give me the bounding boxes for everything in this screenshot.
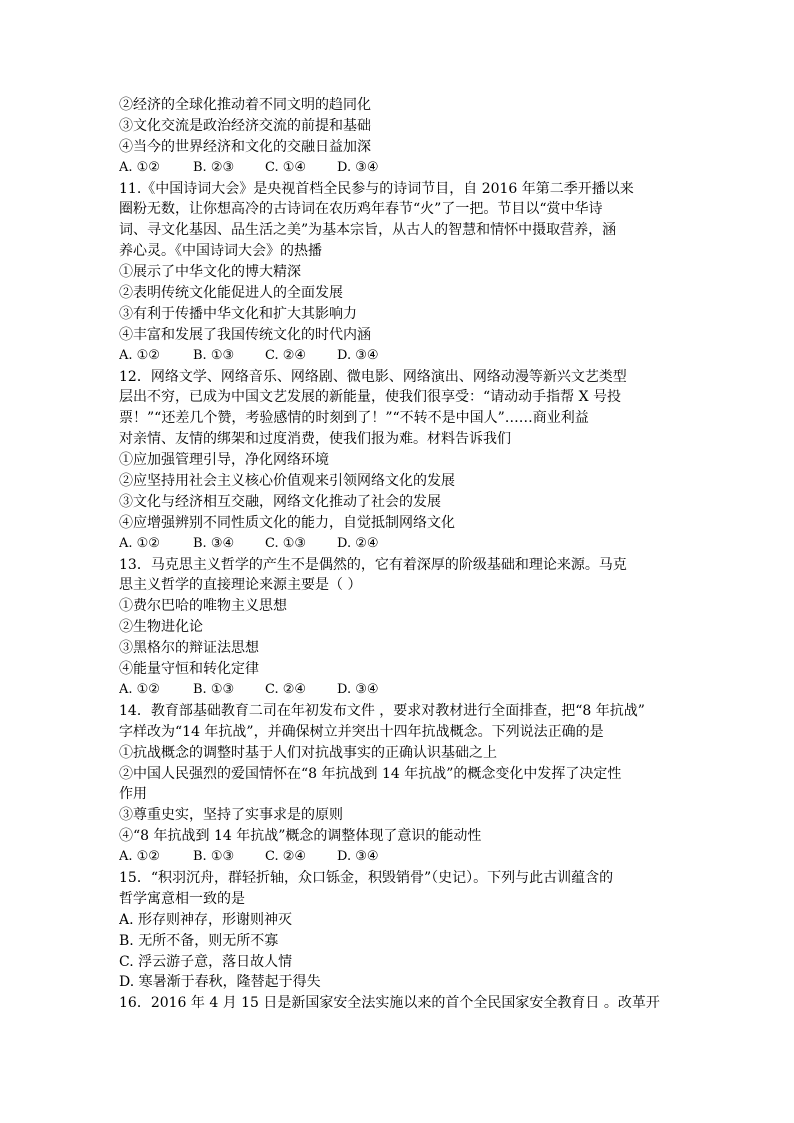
option-text: ①应加强管理引导，净化网络环境	[119, 452, 329, 469]
question-16	[119, 993, 679, 1014]
option-text: ③黑格尔的辩证法思想	[119, 640, 259, 657]
answer-choices	[119, 847, 679, 868]
option-text: ③文化与经济相互交融，网络文化推动了社会的发展	[119, 493, 441, 510]
question-stem: 哲学寓意相一致的是	[119, 890, 245, 907]
option-text: ④应增强辨别不同性质文化的能力，自觉抵制网络文化	[119, 514, 455, 531]
choice-d: D. ②④	[337, 535, 379, 551]
option-text: ③文化交流是政治经济交流的前提和基础	[119, 117, 371, 134]
option-text: ①抗战概念的调整时基于人们对抗战事实的正确认识基础之上	[119, 744, 497, 761]
question-15	[119, 868, 679, 993]
question-stem: 15．“积羽沉舟，群轻折轴，众口铄金，积毁销骨”（史记）。下列与此古训蕴含的	[119, 869, 614, 886]
option-text: ②中国人民强烈的爱国情怀在“8 年抗战到 14 年抗战”的概念变化中发挥了决定性	[119, 765, 622, 782]
choice-a: A. ①②	[119, 159, 160, 175]
option-text: ④“8 年抗战到 14 年抗战”概念的调整体现了意识的能动性	[119, 828, 482, 845]
choice-b: B. ①③	[193, 681, 235, 697]
option-text: 作用	[119, 786, 147, 803]
option-text: ③尊重史实，坚持了实事求是的原则	[119, 807, 343, 824]
question-stem: 圈粉无数，让你想高冷的古诗词在农历鸡年春节“火”了一把。节目以“赏中华诗	[119, 201, 603, 218]
option-text: ②经济的全球化推动着不同文明的趋同化	[119, 97, 371, 113]
answer-choices	[119, 346, 679, 367]
question-stem: 票！”“还差几个赞，考验感情的时刻到了！”“不转不是中国人”……商业利益	[119, 410, 589, 427]
choice-a: A. ①②	[119, 681, 160, 697]
choice-a: A. ①②	[119, 849, 160, 865]
question-11	[119, 179, 679, 367]
option-text: ③有利于传播中华文化和扩大其影响力	[119, 305, 357, 322]
option-text: ④能量守恒和转化定律	[119, 661, 259, 678]
choice-d: D. ③④	[337, 347, 379, 363]
question-13	[119, 555, 679, 701]
answer-choices	[119, 158, 679, 179]
option-text: ①费尔巴哈的唯物主义思想	[119, 598, 287, 615]
choice-c: C. ②④	[265, 849, 307, 865]
question-stem: 对亲情、友情的绑架和过度消费，使我们报为难。材料告诉我们	[119, 431, 511, 448]
option-text: ②生物进化论	[119, 619, 203, 636]
question-stem: 11.《中国诗词大会》是央视首档全民参与的诗词节目，自 2016 年第二季开播以来	[119, 180, 634, 197]
answer-choices	[119, 534, 679, 555]
option-text: ①展示了中华文化的博大精深	[119, 264, 301, 281]
question-10	[119, 95, 679, 179]
question-stem: 16．2016 年 4 月 15 日是新国家安全法实施以来的首个全民国家安全教育日 。改革开	[119, 995, 660, 1012]
choice-d: D. ③④	[337, 159, 379, 175]
choice-b: B. ①③	[193, 347, 235, 363]
choice-d: D. ③④	[337, 849, 379, 865]
choice-a: A. ①②	[119, 535, 160, 551]
answer-choices	[119, 680, 679, 701]
question-stem: 养心灵。《中国诗词大会》的热播	[119, 243, 322, 260]
exam-page	[119, 95, 679, 1014]
choice-b: B. ①③	[193, 849, 235, 865]
choice-b: B. ②③	[193, 159, 235, 175]
question-12	[119, 367, 679, 555]
option-text: ④丰富和发展了我国传统文化的时代内涵	[119, 326, 371, 343]
choice-c: C. ①③	[265, 535, 307, 551]
option-text: A. 形存则神存，形谢则神灭	[119, 911, 293, 928]
choice-d: D. ③④	[337, 681, 379, 697]
question-stem: 词、寻文化基因、品生活之美”为基本宗旨，从古人的智慧和情怀中摄取营养，涵	[119, 222, 617, 239]
option-text: ②应坚持用社会主义核心价值观来引领网络文化的发展	[119, 473, 455, 490]
choice-c: C. ①④	[265, 159, 307, 175]
option-text: ②表明传统文化能促进人的全面发展	[119, 285, 343, 302]
option-text: B. 无所不备，则无所不寡	[119, 932, 279, 949]
question-stem: 字样改为“14 年抗战”，并确保树立并突出十四年抗战概念。下列说法正确的是	[119, 723, 604, 740]
choice-c: C. ②④	[265, 681, 307, 697]
option-text: ④当今的世界经济和文化的交融日益加深	[119, 138, 371, 155]
question-stem: 14．教育部基础教育二司在年初发布文件 ，要求对教材进行全面排查，把“8 年抗战”	[119, 702, 645, 719]
option-text: D. 寒暑渐于春秋，隆替起于得失	[119, 974, 321, 991]
question-stem: 13．马克思主义哲学的产生不是偶然的，它有着深厚的阶级基础和理论来源。马克	[119, 556, 627, 573]
choice-c: C. ②④	[265, 347, 307, 363]
question-stem: 12．网络文学、网络音乐、网络剧、微电影、网络演出、网络动漫等新兴文艺类型	[119, 368, 627, 385]
choice-a: A. ①②	[119, 347, 160, 363]
option-text: C. 浮云游子意，落日故人情	[119, 953, 293, 970]
question-stem: 层出不穷，已成为中国文艺发展的新能量，使我们很享受：“请动动手指帮 X 号投	[119, 389, 622, 406]
question-14	[119, 701, 679, 868]
question-stem: 思主义哲学的直接理论来源主要是（ ）	[119, 577, 362, 594]
choice-b: B. ③④	[193, 535, 235, 551]
